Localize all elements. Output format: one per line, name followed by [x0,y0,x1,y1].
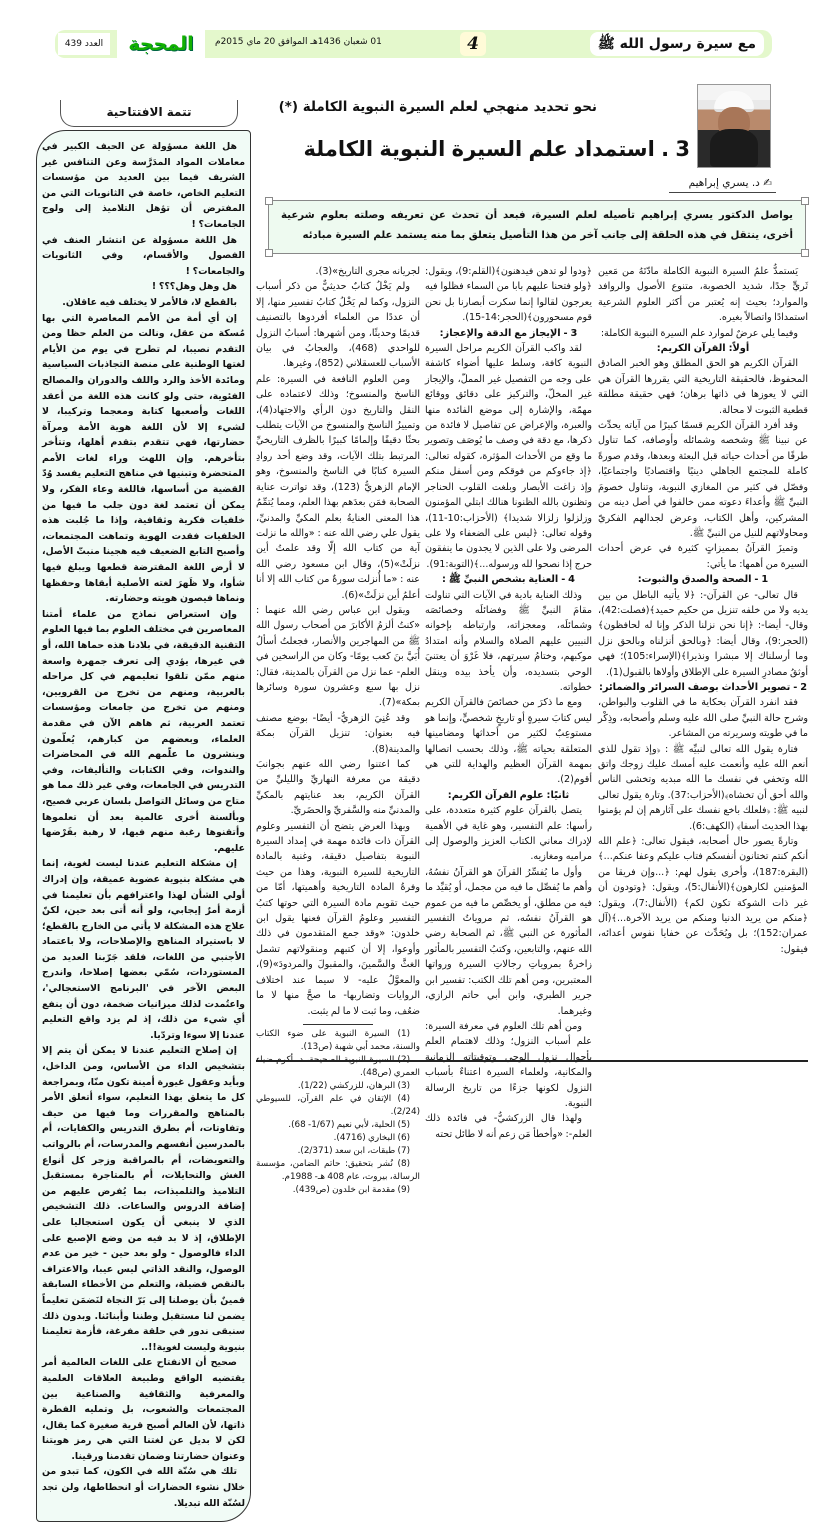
footnote-divider [303,1024,373,1025]
author-photo [697,84,771,168]
paragraph: قال تعالى- عن القرآن-: ﴿لا يأتيه الباطل من بين يديه ولا من خلفه تنزيل من حكيم حميد﴾(فصلت:42)، وقال- أيضا-: ﴿إنا نحن نزلنا الذكر وإنا له لحافظون﴾ (الحجر:9)، وقال أيضا: ﴿وبالحق أنزلناه وبالحق نزل وما أرسلناك إلا مبشرا ونذيرا﴾(الإسراء:105)؛ فهي أوثقُ مصادرِ السيرة على الإطلاق وأولاها بالقبول(1). [598,589,808,678]
paragraph: إن إصلاح التعليم عندنا لا يمكن أن يتم إلا بتشخيص الداء من الأساس، ومن الداخل، وبأيد وعقول غيورة أمينة تكون منّا، وبمراجعة كل ما يتعلق بهذا التعليم، سواء أتعلق الأمر بالمناهج والمقررات وما فيها من حيف وتفاوتات، أم بطرق التدريس والكفايات، أم بالمدرسين أنفسهم والمدرسات، أم بالرواتب والتعويضات، أم بالمراقبة وزجر كل أنواع الغش والتحايلات، أم بالمتاجرة بمستقبل التلاميذ والتلميذات، بما يُفرض عليهم من إضافة الدروس والساعات. ذلك التشخيص الذي لا ينبغي أن يكون استعجاليا على الإطلاق، إذ لا بد فيه من وضع الإصبع على الداء فالوصول - ولو بعد حين - خير من عدم الوصول، والنقد الذاتي ليس عيبا، والاعتراف بالنقص فضيلة، والتعلم من الأخطاء السابقة قمينٌ بأن يوصلنا إلى بَرّ النجاة لنَضمَن تعليماً يضمن لنا مستقبل وطننا وأبنائنا. وبدون ذلك سنبقى ندور في حلقة مفرغة، فأزمة تعليمنا بنيوية وليست لغوية!!.. [42,1045,245,1353]
paragraph: هل اللغة مسؤولة عن انتشار العنف في الفصول والأقسام، وفي الثانويات والجامعات؟ ! [42,234,245,277]
sidebar-heading: تتمة الافتتاحية [60,100,238,127]
footnote: (1) السيرة النبوية على ضوء الكتاب والسنة، محمد أبي شهبة (ص13). [256,1028,420,1052]
paragraph: فتارة يقول الله تعالى لنبيِّه ﷺ : ﴿وإذ تقول للذي أنعم الله عليه وأنعمت عليه أمسك عليك زوجك واتق الله وتخفي في نفسك ما الله مبديه وتخشى الناس والله أحق أن تخشاه﴾(الأحزاب:37). وتارة يقول تعالى لنبيه ﷺ: ﴿فلعلك باخع نفسك على آثارهم إن لم يؤمنوا بهذا الحديث أسفا﴾ (الكهف:6). [598,743,808,832]
paragraph: صحيح أن الانفتاح على اللغات العالمية أمر يقتضيه الواقع وطبيعة العلاقات العلمية والمعرفية والثقافية والصناعية بين المجتمعات والشعوب، بل وتمليه الفطرة ذاتها، لأن العالم أصبح قرية صغيرة كما يقال، لكن لا بديل عن لغتنا التي هي رمز هويتنا وعنوان حضارتنا وضمان تقدمنا ورقينا. [42,1357,245,1462]
paragraph: وتميزَ القرآنُ بمميزاتٍ كثيرة في عرض أحداث السيرة من أهمها: ما يأتي: [598,543,808,570]
bottom-divider [256,1060,808,1062]
magazine-logo: المحجة [117,30,205,58]
paragraph: وأول ما يُفسِّرُ القرآنَ هو القرآنُ نفسُهُ، وأهم ما يُفصِّل ما فيه من مجمل، أو يُقيِّد ما فيه من مطلق، أو يخصِّص ما فيه من عموم هو القرآنُ نفسُه، ثم مروياتُ التفسير المأثورة عن النبي ﷺ، ثم الصحابة رضي الله عنهم، والتابعين، وكتبُ التفسير بالمأثور زاخرةٌ بمروياتِ رجالاتِ السيرة ورواتها المعتبرين، ومن أهم تلك الكتب: تفسير ابن جرير الطبري، وابن أبي حاتم الرازي، وغيرهما. [425,866,592,1017]
issue-date: 01 شعبان 1436هـ الموافق 20 ماي 2015م [215,37,382,47]
paragraph: إن أي أمة من الأمم المعاصرة التي بها مُسكة من عقل، ونالت من العلم حظا ومن التقدم نصيبا، لم تطرح في يوم من الأيام لغتها الوطنية على منصة التجاذبات السياسية ومائدة الأخذ والرد واللف والدوران والمصالح الفئوية، حتى ولو كانت هذه اللغة من أعقد اللغات وأصعبها كتابة ومعجما وتركيبا، لا لشيء إلا لأن اللغة هوية الأمة ومرآة حضارتها، فهي تتقدم بتقدم أهلها، وتتأخر بتأخرهم. وإن اللهث وراء لغات الأمم المتحضرة وتبنيها في مناهج التعليم يفسد وُدّ القضية من أساسها، فاللغة وعاء الفكر، ولا يمكن أن تعتمد لغة دون جلب ما فيها من خلفيات فكرية وثقافية، وإذا ما جُلبت هذه الخلفيات فقدت الهوية وتماهت المجتمعات، وأصبح التابع الضعيف فيه هجينا منبتّ الأصل، لا أرض اللغة المقترضة قطعها ويبلغ فيها شأوا، ولا ظَهرَ لغته الأصلية أبقاها وحفظها ونماها فيصون هويته وحضارته. [42,312,245,605]
intro-text: يواصل الدكتور يسري إبراهيم تأصيله لعلم السيرة، فبعد أن تحدث عن تعريفه وصلته بعلوم شرعية أخرى، ينتقل في هذه الحلقة إلى جانب آخر من هذا التأصيل يتعلق بما منه يستمد علم السيرة مبادئه [281,210,793,241]
footnote: (5) الحلية، لأبي نعيم (1/67- 68). [288,1119,410,1130]
article-subtitle: نحو تحديد منهجي لعلم السيرة النبوية الكاملة (*) [278,99,597,115]
paragraph: لقد واكب القرآن الكريم مراحل السيرة النبوية كافة، وسلط عليها أضواء كاشفة على وجه من التفصيل غير المملّ، والإيجاز غير المخلّ، والتركيز على دقائق ووقائع مهمّة، والإشارة إلى موضع الفائدة منها والعبرة، والإعراض عن تفاصيل لا فائدة من ذكرها، مع دقة في وصف ما يُوصَف وتصوير ما وقع من الأحداث المؤثرة، كقوله تعالى: ﴿إذ جاءوكم من فوقكم ومن أسفل منكم وإذ زاغت الأبصار وبلغت القلوب الحناجر وتظنون بالله الظنونا هنالك ابتلي المؤمنون وزلزلوا زلزالا شديدا﴾ (الأحزاب:10-11)، وقوله تعالى: ﴿ليس على الضعفاء ولا على المرضى ولا على الذين لا يجدون ما ينفقون حرج إذا نصحوا لله ورسوله...﴾(التوبة:91). [425,343,592,570]
section-heading: ثانيًا: علوم القرآن الكريم: [447,789,570,801]
paragraph: فقد انفرد القرآن بحكاية ما في القلوب والبواطن، وشرح حالة النبيِّ صلى الله عليه وسلم وأصحابه، وذِكْر ما في طويته وسريرته من المشاعر. [598,697,808,740]
section-heading: أولاً: القرآن الكريم: [656,343,750,355]
paragraph: وفيما يلي عرضٌ لموارد علم السيرة النبوية الكاملة: [600,327,798,339]
article-intro [268,200,806,254]
article-column-1 [598,264,808,957]
paragraph: إن مشكلة التعليم عندنا ليست لغوية، إنما هي مشكلة بنيوية عضوية عميقة، وإن إدراك أولي الشأن لهذا واعترافهم بأن تعليمنا في أزمة أمرٌ إيجابي، ولو أنه أتى بعد حين، لكنّ علاج هذه المشكلة لا يأتي من الخارج بالقطع؛ لا باستيراد المناهج والإصلاحات، ولا باعتماد الأجنبي من اللغات، فلقد جَرّبنا العديد من المستوردات، سُمّي بعضها إصلاحا، واندرج البعض الآخر في 'البرنامج الاستعجالي'، واعتُمدت لذلك ميزانيات ضخمة، دون أن ينفع أي شيء من ذلك، إذ لم يزد واقع التعليم عندنا إلا سوءا وتردّيا. [42,858,245,1041]
section-heading: 1 - الصحة والصدق والثبوت: [637,574,769,586]
paragraph: وتارةً يصور حال أصحابه، فيقول تعالى: ﴿علم الله أنكم كنتم تختانون أنفسكم فتاب عليكم وعفا عنكم...﴾ (البقرة:187)، وأخرى يقول لهم: ﴿...وإن فريقا من المؤمنين لكارهون﴾(الأنفال:5)، ويقول: ﴿وتودون أن غير ذات الشوكة تكون لكم﴾ (الأنفال:7)، ويقول: ﴿منكم من يريد الدنيا ومنكم من يريد الآخرة...﴾(آل عمران:152)؛ بل ويُحَدِّث عن خفايا نفوس أعدائه، فيقول: [598,836,808,955]
footnote: (6) البخاري (4716). [333,1132,410,1143]
paragraph: وبهذا العرض يتضح أن التفسير وعلوم القرآن ذات فائدة مهمة في إمداد السيرة النبوية بتفاصيل دقيقة، وغنية بالمادة التاريخية للسيرة النبوية، وهذا من حيث وفرةُ المادة التاريخية وأهميتها، أمّا من حيث تقويم مادة السيرة التي حوتها كتبُ التفسير وعلومُ القرآن فعنها يقول ابن خلدون: «وقد جمع المتقدمون في ذلك وأوعوا، إلا أن كتبهم ومنقولاتهم تشمل الغثَّ والسَّمينَ، والمقبولَ والمردودَ»(9)، والمعوَّلُ عليه- لا سيما عند اختلاف الروايات وتضاربها- ما صحَّ منها لا ما ضعُف، وما ثبت لا ما لم يثبت. [256,820,420,1017]
paragraph: هل اللغة مسؤولة عن الحيف الكبير في معاملات المواد المدَرَّسة وعن التنافس غير الشريف فيما بين العديد من مؤسسات التعليم الخاص، خاصة في الثانويات التي من المفترض أن تؤهل التلاميذ إلى ولوج الجامعات؟ ! [42,141,245,230]
paragraph: ومع ما ذكرَ من خصائصَ فالقرآن الكريم ليس كتابَ سيرةٍ أو تاريخٍ شخصيٍّ، وإنما هو مستوعِبٌ لكثير من أحداثها ومضامينها المتعلقة بحياته ﷺ، وذلك بحسب اتصالها بمهمة القرآن العظيم والهداية للتي هي أقوم(2). [425,697,592,786]
section-heading: 3 - الإيجاز مع الدقة والإعجاز: [439,327,578,339]
paragraph: يتصل بالقرآن علوم كثيرة متعددة، على رأسها: علم التفسير، وهو غاية في الأهمية لإدراك معاني الكتاب العزيز والوصول إلى مراميه ومغازيه. [425,805,592,863]
issue-number: العدد 439 [58,33,110,55]
paragraph: القرآن الكريم هو الحق المطلق وهو الخبر الصادق المحفوظ، فالحقيقة التاريخية التي يقررها القرآن هي التي لا يعوزها في ذاتها برهان؛ فهي حقيقة مطلقة قطعية الثبوت لا محالة. [598,358,808,416]
article-column-3 [256,264,420,1197]
section-heading: 4 - العناية بشخص النبيِّ ﷺ : [442,574,575,586]
paragraph: ومن أهم تلك العلوم في معرفة السيرة: علم أسباب النزول؛ وذلك لاهتمام العلم بأحوال نزول الوحي وتوقيتاته الزمانية والمكانية، ولعلماء السيرة اعتناءٌ بأسباب النزول لكونها جزءًا من تاريخ الرسالة النبوية. [425,1020,592,1109]
paragraph: تلك هي سُنّة الله في الكون، كما تبدو من خلال نشوء الحضارات أو انحطاطها، ولن تجد لسُنّة الله تبديلا. [42,1466,245,1509]
footnote: (3) البرهان، للزركشي (1/22). [297,1080,410,1091]
footnote: (2) السيرة النبوية الصحيحة، د. أكرم ضياء العمري (ص48). [256,1054,420,1078]
article-author: ✍ د. يسري إبراهيم [669,176,776,193]
footnote: (9) مقدمة ابن خلدون (ص439). [292,1184,410,1195]
paragraph: ويقول ابن عباس رضي الله عنهما : «كنتُ ألزمُ الأكابرَ من أصحاب رسول الله ﷺ من المهاجرين والأنصار، فجعلتُ أسألُ أُبَيَّ بنَ كعب يومًا- وكان من الراسخين في العلم- عما نزل من القرآن بالمدينة، فقال: نزل بها سبع وعشرون سورة وسائرها بمكة»(7). [256,604,420,709]
article-column-2 [425,264,592,1142]
paragraph: ولم يَخْلُ كتابٌ حديثيٌّ من ذكر أسباب النزول، وكما لم يَخْلُ كتابُ تفسير منها، إلا أن عددًا من العلماء أفردوها بالتصنيف قديمًا وحديثًا، ومن أشهرها: أسبابُ النزول للواحدي (468)، والعجابُ في بيان الأسباب للعسقلاني (852)، وغيرها. [256,281,420,370]
page-header [55,30,772,58]
article-title: 3 . استمداد علم السيرة النبوية الكاملة [303,137,690,161]
paragraph: وقد أفرد القرآن الكريم قسمًا كبيرًا من آياته يحدِّث عن نبينا ﷺ وشخصه وشمائله وأوصافه، كما تناول طرفًا من أحداث حياته قبل البعثة وبعدها، وقدم صورةً كاملة للمجتمع الجاهلي دينيًا واقتصاديًا واجتماعيًا، وفصّل في كثير من المغازي النبوية، وتناول خصومَ النبيِّ ﷺ وأعداءَ دعوته ممن خالفوا في أصل دينه من المشركين، وأهل الكتاب، وعرض لجدالهم الفكريّ ومحاولاتهم للنيل من النبيِّ ﷺ. [598,420,808,539]
editorial-continuation [36,130,251,1522]
paragraph: يَستمدُّ علمُ السيرة النبوية الكاملة مادّتَهُ من مَعين ثَريٍّ جدًا، شديد الخصوبة، متنوع الأصول والروافد والموارد؛ بحيث إنه يُعتبر من أكثر العلوم الشرعية استمدادًا واتصالاً بغيره. [598,266,808,324]
paragraph: ومن العلوم النافعة في السيرة: علم الناسخ والمنسوخ؛ وذلك لاعتماده على النقل والتاريخ دون الرأي والاجتهاد(4)، وتمييزُ الناسخ والمنسوخ من الآيات يتطلب بحثًا دقيقًا وإلمامًا كبيرًا بالظرف التاريخيِّ المرتبط بتلك الآيات، وقد وضع أحد روادِ السيرة كتابًا في الناسخ والمنسوخ، وهو الإمام الزهريُّ (123)، وقد تواترت عناية الصحابة فمَن بعدَهم بهذا العلم، ومما يُتمِّمُ هذا المعنى العنايةُ بعلم المكيِّ والمدنيِّ، يقول علي رضي الله عنه : «والله ما نزلت آية من كتاب الله إلّا وقد علمتُ أين نزلَتْ»(5)، وقال ابن مسعود رضي الله عنه : «ما أُنزلت سورةٌ من كتاب الله إلا أنا أعلمُ أين نزلَتْ»(6). [256,373,420,601]
footnote: (4) الإتقان في علم القرآن، للسيوطي (2/24). [256,1093,420,1117]
paragraph: هل وهل وهل؟؟؟ ! [151,281,237,293]
footnote: (7) طبقات، ابن سعد (2/371). [297,1145,410,1156]
paragraph: وقد عُنِيَ الزهريُّ- أيضًا- بوضع مصنف فيه بعنوان: تنزيل القرآن بمكة والمدينة(8). [256,712,420,755]
paragraph: وإن استعراض نماذج من علماء أمتنا المعاصرين في مختلف العلوم بما فيها العلوم التقنية الدقيقة، في بلادنا هذه حماها الله، أو في غيرها، يؤدي إلى تعرف جمهرة واسعة منهم ممّن تلقوا تعليمهم في كل مراحله بالعربية، ومنهم من تخرج من القرويين، ومنهم من تخرج من جامعات ومؤسسات تعتمد العربية، ثم هاهم الآن في مقدمة العلماء، وبعضهم من كبارهم، يُعلّمون وينشرون ما علّمهم الله في المحاضرات والندوات، وفي الكتابات والتأليفات، وفي التدريس في الجامعات، وفي غير ذلك مما هو متاح من وسائل التواصل بلسان عربي فصيح، وبألسنة أخرى عالمية بعد أن تعلموها وأتقنوها رغبة منهم فيها، لا رهبة بفَرْضها عليهم. [42,608,245,854]
paragraph: ولهذا قال الزركشيُّ- في فائدة ذلك العلم-: «وأخطأ مَن زعم أنه لا طائل تحته [425,1113,592,1140]
paragraph: بالقطع لا، فالأمر لا يختلف فيه عاقلان. [62,296,237,308]
footnote: (8) نُشر بتحقيق: حاتم الضامن، مؤسسة الرسالة، بيروت، عام 408 هـ- 1988م. [256,1158,420,1182]
paragraph: وذلك العناية بادية في الآيات التي تناولت مقامَ النبيِّ ﷺ وفضائلَه وخصائصَه وشمائلَه، ومعجزاته، وارتباطه بإخوانه النبيين عليهم الصلاة والسلام وأنه امتدادُ موكبهم، وختامُ سيرتهم، فلا غَرْوَ أن يعتنيَ الوحي بتسديده، وأن يأخذ بيده وينقل خطواته. [425,589,592,693]
section-title: مع سيرة رسول الله ﷺ [590,32,764,56]
paragraph: لجريانه مجرى التاريخ»(3). [315,266,420,277]
paragraph: كما اعتنوا رضي الله عنهم بجوانبَ دقيقة من معرفة النهاريِّ والليليِّ من القرآن الكريم، بعد عنايتهم بالمكيِّ والمدنيِّ منه والسَّفريِّ والحضَريِّ. [256,759,420,817]
section-heading: 2 - تصوير الأحداث بوصف السرائر والضمائر: [598,681,808,693]
page-number: 4 [460,32,486,56]
paragraph: ﴿ودوا لو تدهن فيدهنون﴾(القلم:9)، ويقول: ﴿ولو فتحنا عليهم بابا من السماء فظلوا فيه يعرجون لقالوا إنما سكرت أبصارنا بل نحن قوم مسحورون﴾(الحجر:14-15). [425,266,592,324]
